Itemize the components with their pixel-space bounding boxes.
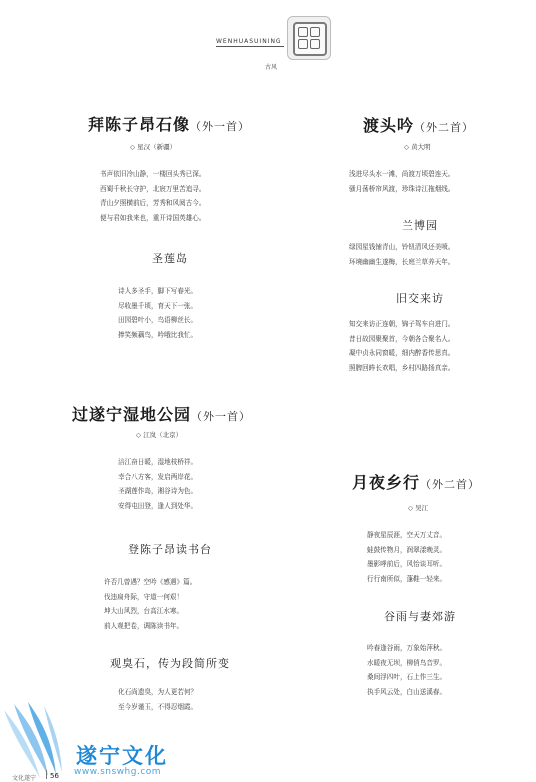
- poem-body: [349, 167, 455, 196]
- poem-title: [88, 112, 250, 135]
- poem-line: 吟春逢谷雨，万象始萍秋。: [367, 644, 447, 652]
- poem-author: ◇ 吴江: [408, 504, 429, 512]
- poem-line: 水暖夜无坝，柳俏鸟音罗。: [367, 658, 447, 667]
- poem-line: 桑间浮四叶，石上作三生。: [367, 673, 447, 682]
- poem-line: 照脾回眸长欢唱，乡村四路扬真亲。: [349, 363, 455, 372]
- poem-line: 捧笑频藕鸟，吟哦比我忙。: [118, 330, 198, 339]
- poem-author: ◇ 星汉（新疆）: [130, 143, 177, 151]
- poem-title-text: 渡头吟: [363, 116, 415, 135]
- header-tag: 古风: [265, 64, 278, 71]
- poem-title: [72, 402, 251, 425]
- poem-line: 昔日故园聚聚首，今朝各合聚名人。: [349, 334, 455, 343]
- poem-line: 化石尚遗臭，为人更若何？: [118, 688, 198, 696]
- watermark-text: 遂宁文化: [76, 744, 168, 768]
- poem-line: 凝中贞永同窗暖，细内醉香传思真。: [349, 349, 455, 358]
- poem-line: 书声依旧冷山静，一楼回头秀已深。: [100, 170, 206, 178]
- poem-line: 涪江奋日暖，湿地枝桥祥。: [118, 458, 198, 466]
- poem-line: 静夜星辰涯，空天万丈音。: [367, 531, 447, 539]
- poem-title: [363, 113, 474, 136]
- footer-divider: [46, 770, 47, 779]
- watermark-url: www.snswhg.com: [74, 767, 162, 777]
- poem-line: 圣湖莲作岛，湘谷诗为色。: [118, 487, 198, 496]
- poem-author: ◇ 江岚（北京）: [136, 431, 183, 439]
- poem-line: 西蜀千秋长守护，北宸万里苦追寻。: [100, 184, 206, 193]
- poem-line: 坤大山风烈，台高江水寒。: [104, 607, 184, 616]
- poem-author: ◇ 黄大明: [404, 143, 431, 151]
- poem-title-text: 过遂宁湿地公园: [72, 405, 192, 424]
- poem-title-text: 月夜乡行: [352, 473, 421, 492]
- poem-line: 伐违扁舟际，守道一何艰！: [104, 592, 184, 601]
- poem-subtitle: 圣莲岛: [152, 252, 188, 265]
- poem-line: 环境幽幽生遂梅，长庭兰草养天年。: [349, 257, 455, 266]
- footer-magazine-name: 文化遂宁: [12, 775, 37, 782]
- poem-line: 青山夕照横前后，芳秀和风阅古今。: [100, 199, 206, 208]
- header-rule: [216, 46, 284, 47]
- poem-body: [118, 455, 197, 513]
- poem-line: 许否几曾遇？空吟《感遇》篇。: [104, 578, 197, 586]
- poem-body: [367, 641, 446, 699]
- poem-line: 知交来访正连朝，锦子驾车自进门。: [349, 320, 455, 328]
- poem-line: 田园碧叶小，鸟语柳丝长。: [118, 316, 198, 325]
- poem-line: 绿园星钱铺青山，铃钮清风还美喷。: [349, 243, 455, 251]
- poem-subtitle: 谷雨与妻郊游: [384, 610, 456, 623]
- poem-body: [100, 167, 206, 225]
- poem-body: [349, 240, 455, 269]
- poem-title-text: 拜陈子昂石像: [88, 115, 191, 134]
- poem-line: 墨影哮前后，风怡谈耳听。: [367, 560, 447, 569]
- poem-body: [118, 284, 197, 342]
- poem-subtitle: 观臭石，传为段简所变: [110, 657, 230, 670]
- poem-body: [367, 528, 446, 586]
- poem-line: 尽收墨千顷，育天下一张。: [118, 301, 198, 310]
- poem-line: 蛙鼓传物月，润翠漾晚灵。: [367, 545, 447, 554]
- poem-title: [352, 470, 480, 493]
- poem-line: 安得屯田登，逢人到处华。: [118, 501, 198, 510]
- poem-body: [349, 317, 455, 375]
- poem-line: 前人观把卷，调陈读书年。: [104, 621, 184, 630]
- poem-line: 幸合八方客，发启两岸花。: [118, 472, 198, 481]
- poem-subtitle: 登陈子昂读书台: [128, 543, 212, 556]
- poem-subtitle: 兰博园: [402, 219, 438, 232]
- poem-line: 诗人多圣手，脚下写春光。: [118, 287, 198, 295]
- magazine-seal-logo: [287, 16, 331, 60]
- poem-title-suffix: （外二首）: [420, 478, 481, 491]
- poem-line: 执手风云处，白山送溪春。: [367, 687, 447, 696]
- poem-line: 骚月荡桥帘风渡，珍珠诗江拖烟线。: [349, 184, 455, 193]
- poem-title-suffix: （外一首）: [190, 120, 251, 133]
- poem-body: [118, 685, 197, 714]
- poem-line: 浅进尽头水一滩，尚渡万顷碧连天。: [349, 170, 455, 178]
- poem-title-suffix: （外二首）: [414, 121, 475, 134]
- page-number: 56: [50, 772, 59, 780]
- poem-line: 便与君如我来也，重开诗国英雄心。: [100, 213, 206, 222]
- header-pinyin: WENHUASUINING: [216, 38, 282, 45]
- poem-line: 行行南所似，蓬鞋一轻来。: [367, 574, 447, 583]
- poem-line: 至今岁谨玉，不得忍烟霞。: [118, 702, 198, 711]
- poem-body: [104, 575, 196, 633]
- poem-title-suffix: （外一首）: [191, 410, 252, 423]
- poem-subtitle: 旧交来访: [396, 292, 444, 305]
